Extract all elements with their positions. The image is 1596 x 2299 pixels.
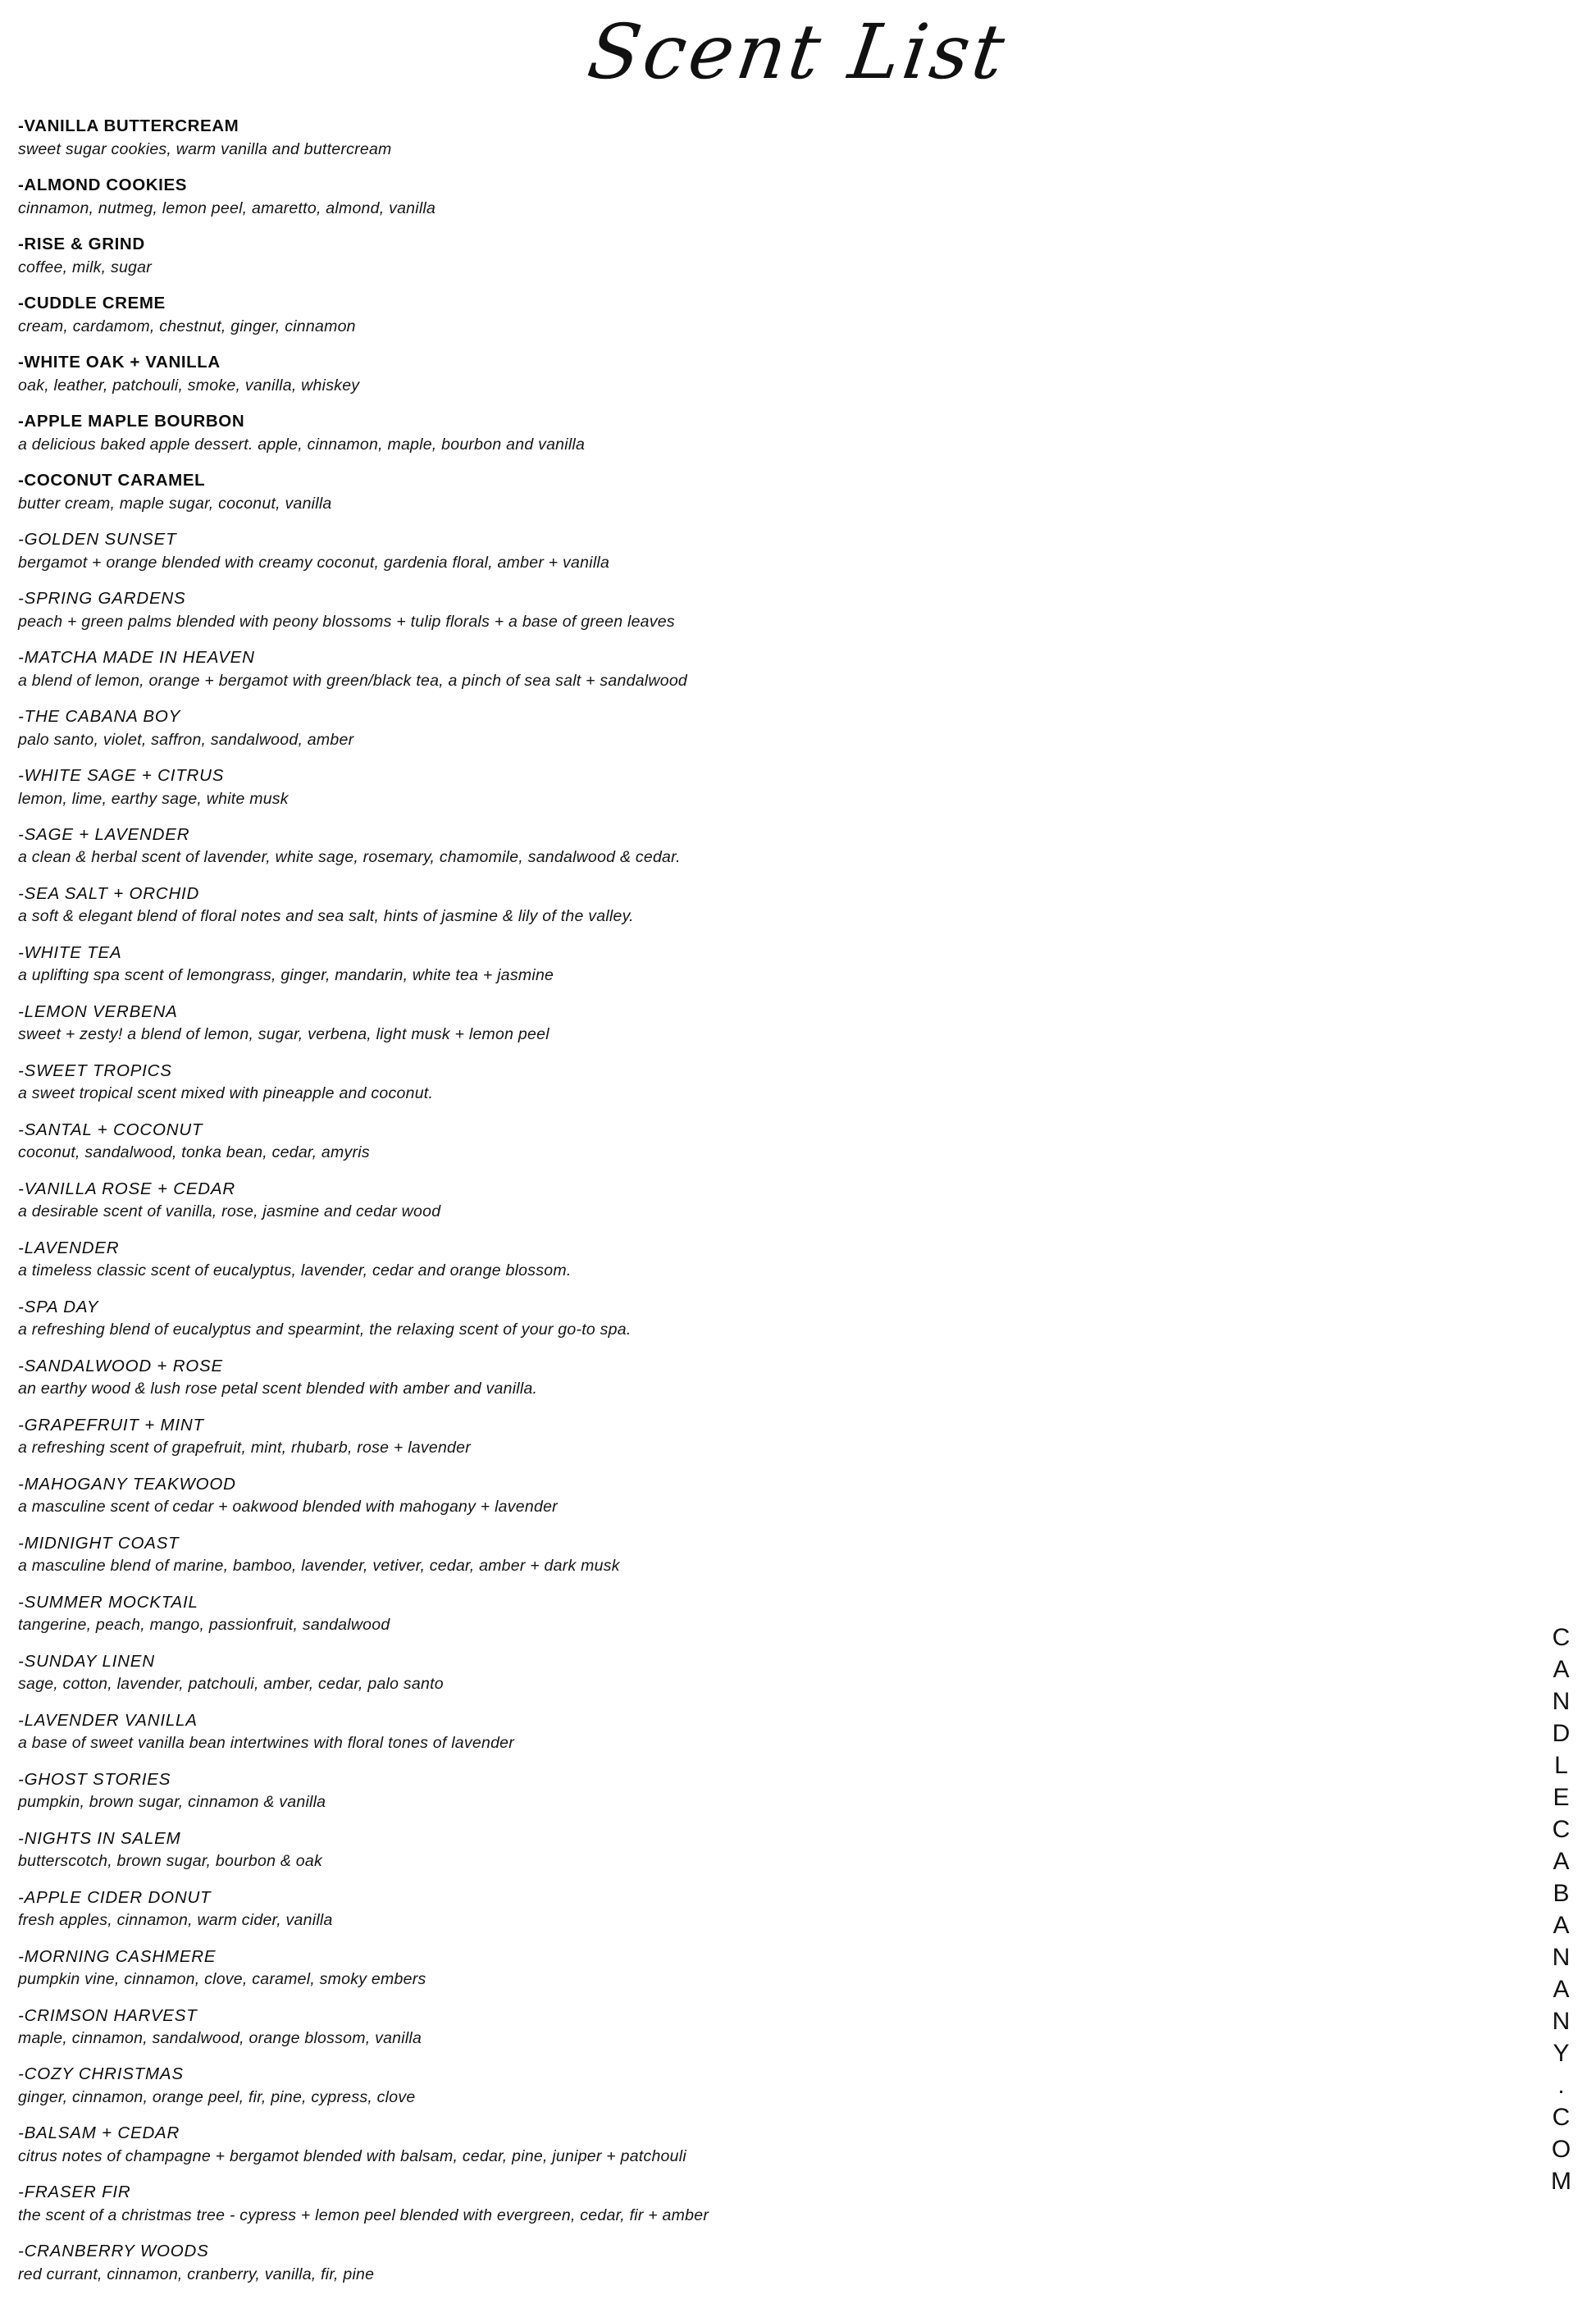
scent-item <box>18 1060 1035 1105</box>
scent-name: -FRASER FIR <box>18 2183 131 2202</box>
scent-name: -APPLE MAPLE BOURBON <box>18 411 245 431</box>
scent-name: -WHITE SAGE + CITRUS <box>18 765 225 785</box>
scent-item <box>18 115 1035 160</box>
scent-notes: citrus notes of champagne + bergamot blended with balsam, cedar, pine, juniper + patchouli <box>18 2147 686 2166</box>
scent-notes: a refreshing blend of eucalyptus and spearmint, the relaxing scent of your go-to spa. <box>18 1321 632 1339</box>
scent-item <box>18 1768 1035 1813</box>
scent-item <box>18 587 1035 632</box>
scent-list <box>18 115 1035 2299</box>
scent-item <box>18 942 1035 987</box>
scent-notes: coffee, milk, sugar <box>18 258 152 276</box>
scent-item <box>18 174 1035 219</box>
scent-name: -COZY CHRISTMAS <box>18 2064 184 2084</box>
scent-item <box>18 351 1035 396</box>
scent-notes: butterscotch, brown sugar, bourbon & oak <box>18 1852 322 1871</box>
scent-item <box>18 1355 1035 1400</box>
scent-name: -NIGHTS IN SALEM <box>18 1828 181 1848</box>
scent-name: -MATCHA MADE IN HEAVEN <box>18 647 255 667</box>
scent-notes: oak, leather, patchouli, smoke, vanilla, whiskey <box>18 376 360 395</box>
scent-notes: cinnamon, nutmeg, lemon peel, amaretto, almond, vanilla <box>18 198 436 217</box>
scent-notes: a sweet tropical scent mixed with pineapple and coconut. <box>18 1084 434 1103</box>
scent-name: -MIDNIGHT COAST <box>18 1533 180 1553</box>
scent-item <box>18 1945 1035 1991</box>
scent-notes: ginger, cinnamon, orange peel, fir, pine, cypress, clove <box>18 2088 416 2107</box>
scent-name: -SPA DAY <box>18 1297 99 1316</box>
scent-name: -LEMON VERBENA <box>18 1001 178 1021</box>
scent-notes: a timeless classic scent of eucalyptus, lavender, cedar and orange blossom. <box>18 1261 572 1280</box>
scent-notes: red currant, cinnamon, cranberry, vanilla, fir, pine <box>18 2265 375 2284</box>
scent-name: -RISE & GRIND <box>18 234 145 253</box>
scent-item <box>18 646 1035 691</box>
scent-name: -SANDALWOOD + ROSE <box>18 1356 223 1375</box>
scent-name: -WHITE TEA <box>18 942 122 962</box>
scent-name: -COCONUT CARAMEL <box>18 470 206 490</box>
scent-notes: a blend of lemon, orange + bergamot with green/black tea, a pinch of sea salt + sandalwood <box>18 671 688 690</box>
scent-item <box>18 292 1035 337</box>
scent-name: -SPRING GARDENS <box>18 588 186 608</box>
scent-name: -VANILLA BUTTERCREAM <box>18 116 239 135</box>
scent-item <box>18 1650 1035 1695</box>
scent-name: -SEA SALT + ORCHID <box>18 883 200 903</box>
scent-notes: cream, cardamom, chestnut, ginger, cinnamon <box>18 317 356 335</box>
scent-notes: coconut, sandalwood, tonka bean, cedar, amyris <box>18 1143 370 1162</box>
scent-item <box>18 1296 1035 1341</box>
scent-item <box>18 1119 1035 1164</box>
scent-name: -SWEET TROPICS <box>18 1061 172 1080</box>
scent-notes: peach + green palms blended with peony blossoms + tulip florals + a base of green leaves <box>18 612 675 631</box>
scent-notes: fresh apples, cinnamon, warm cider, vanilla <box>18 1911 333 1930</box>
scent-notes: a soft & elegant blend of floral notes and sea salt, hints of jasmine & lily of the valley. <box>18 907 634 926</box>
scent-notes: a base of sweet vanilla bean intertwines with floral tones of lavender <box>18 1734 515 1753</box>
scent-notes: tangerine, peach, mango, passionfruit, sandalwood <box>18 1616 390 1635</box>
scent-notes: lemon, lime, earthy sage, white musk <box>18 789 289 808</box>
scent-notes: maple, cinnamon, sandalwood, orange blossom, vanilla <box>18 2029 422 2048</box>
scent-name: -MORNING CASHMERE <box>18 1946 217 1966</box>
scent-item <box>18 1001 1035 1046</box>
scent-name: -ALMOND COOKIES <box>18 175 188 194</box>
scent-item <box>18 2005 1035 2050</box>
scent-notes: a desirable scent of vanilla, rose, jasmine and cedar wood <box>18 1202 441 1221</box>
scent-name: -VANILLA ROSE + CEDAR <box>18 1179 235 1198</box>
scent-notes: a refreshing scent of grapefruit, mint, rhubarb, rose + lavender <box>18 1439 471 1457</box>
scent-name: -CUDDLE CREME <box>18 293 166 312</box>
scent-notes: butter cream, maple sugar, coconut, vanilla <box>18 494 332 513</box>
scent-name: -LAVENDER <box>18 1238 120 1257</box>
scent-name: -GRAPEFRUIT + MINT <box>18 1415 204 1435</box>
scent-name: -GOLDEN SUNSET <box>18 529 177 549</box>
scent-item <box>18 1414 1035 1459</box>
scent-notes: sage, cotton, lavender, patchouli, amber, cedar, palo santo <box>18 1675 444 1694</box>
scent-item <box>18 469 1035 514</box>
scent-item <box>18 1591 1035 1636</box>
scent-name: -LAVENDER VANILLA <box>18 1710 198 1730</box>
scent-item <box>18 764 1035 810</box>
scent-notes: a masculine blend of marine, bamboo, lavender, vetiver, cedar, amber + dark musk <box>18 1557 620 1576</box>
scent-notes: pumpkin, brown sugar, cinnamon & vanilla <box>18 1793 326 1812</box>
scent-name: -WHITE OAK + VANILLA <box>18 352 221 372</box>
scent-name: -CRANBERRY WOODS <box>18 2242 209 2261</box>
scent-item <box>18 1178 1035 1223</box>
scent-notes: a uplifting spa scent of lemongrass, ginger, mandarin, white tea + jasmine <box>18 966 554 985</box>
scent-item <box>18 823 1035 869</box>
scent-name: -BALSAM + CEDAR <box>18 2123 180 2143</box>
scent-item <box>18 2240 1035 2285</box>
scent-name: -SUMMER MOCKTAIL <box>18 1592 198 1612</box>
scent-item <box>18 1532 1035 1577</box>
scent-name: -GHOST STORIES <box>18 1769 171 1789</box>
scent-notes: pumpkin vine, cinnamon, clove, caramel, smoky embers <box>18 1970 426 1989</box>
scent-name: -THE CABANA BOY <box>18 706 181 726</box>
scent-item <box>18 233 1035 278</box>
scent-name: -CRIMSON HARVEST <box>18 2005 198 2025</box>
scent-item <box>18 410 1035 455</box>
scent-item <box>18 2181 1035 2226</box>
scent-notes: the scent of a christmas tree - cypress + lemon peel blended with evergreen, cedar, fir + amber <box>18 2206 709 2225</box>
scent-item <box>18 2122 1035 2167</box>
scent-name: -SUNDAY LINEN <box>18 1651 155 1671</box>
scent-name: -APPLE CIDER DONUT <box>18 1887 212 1907</box>
scent-item <box>18 2063 1035 2108</box>
scent-notes: a delicious baked apple dessert. apple, cinnamon, maple, bourbon and vanilla <box>18 435 586 454</box>
scent-item <box>18 1886 1035 1932</box>
scent-item <box>18 883 1035 928</box>
website-url: CANDLECABANANY.COM <box>1548 1624 1575 2200</box>
scent-notes: sweet + zesty! a blend of lemon, sugar, verbena, light musk + lemon peel <box>18 1025 549 1044</box>
scent-item <box>18 528 1035 573</box>
scent-notes: palo santo, violet, saffron, sandalwood, amber <box>18 730 354 749</box>
scent-notes: an earthy wood & lush rose petal scent blended with amber and vanilla. <box>18 1380 538 1398</box>
page-title <box>0 8 1596 96</box>
scent-item <box>18 1473 1035 1518</box>
scent-item <box>18 1237 1035 1282</box>
scent-name: -SANTAL + COCONUT <box>18 1120 203 1139</box>
scent-item <box>18 705 1035 750</box>
page-title-text: Scent List <box>582 8 1014 96</box>
scent-name: -SAGE + LAVENDER <box>18 824 190 844</box>
scent-item <box>18 1709 1035 1754</box>
scent-item <box>18 1827 1035 1872</box>
scent-notes: sweet sugar cookies, warm vanilla and buttercream <box>18 139 392 158</box>
scent-notes: bergamot + orange blended with creamy coconut, gardenia floral, amber + vanilla <box>18 553 610 572</box>
scent-notes: a masculine scent of cedar + oakwood blended with mahogany + lavender <box>18 1498 558 1517</box>
scent-notes: a clean & herbal scent of lavender, white sage, rosemary, chamomile, sandalwood & cedar. <box>18 848 681 867</box>
scent-name: -MAHOGANY TEAKWOOD <box>18 1474 236 1494</box>
